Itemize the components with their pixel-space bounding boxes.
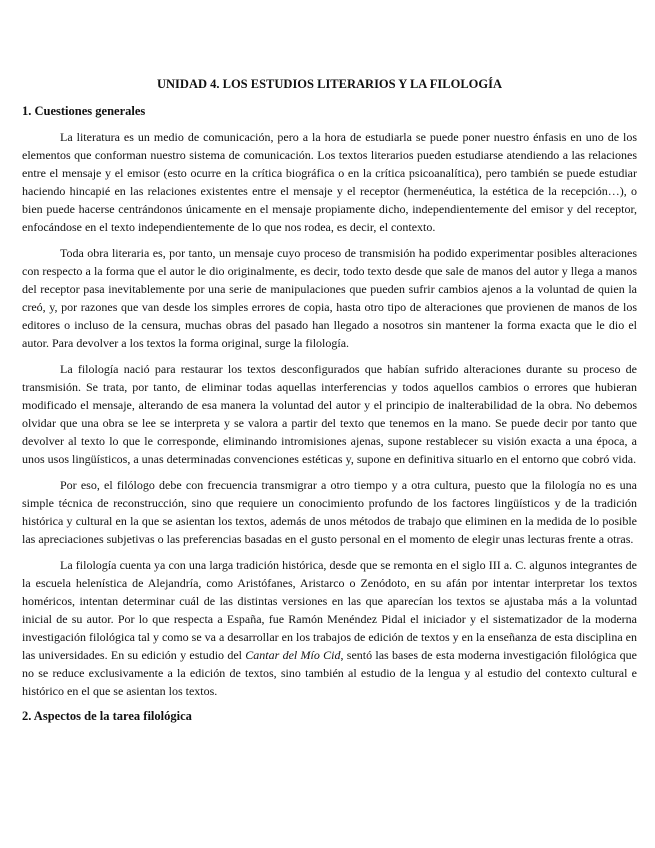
paragraph-5-text-end: , sentó las bases de esta moderna investigación filológica que no se reduce exclusivamente a la edición de textos, sino también al estudio de la lengua y al estudio del contexto cultural e histórico en el que se asientan los textos. — [22, 648, 637, 698]
section-heading-2: 2. Aspectos de la tarea filológica — [22, 709, 192, 723]
paragraph-3: La filología nació para restaurar los textos desconfigurados que habían sufrido alteraciones durante su proceso de transmisión. Se trata, por tanto, de eliminar todas aquellas interferencias y todos aquellos cambios o errores que hubieran modificado el mensaje, alterando de esa manera la voluntad del autor y el principio de inalterabilidad de la obra. No debemos olvidar que una obra se lee se interpreta y se valora a partir del texto que tenemos en la mano. Se puede decir por tanto que devolver al texto lo que le corresponde, eliminando intromisiones ajenas, supone restablecer su visión exacta a una época, a unos usos lingüísticos, a unas determinadas convenciones estéticas y, supone en definitiva situarlo en el entorno que cobró vida. — [22, 362, 637, 466]
document-title: UNIDAD 4. LOS ESTUDIOS LITERARIOS Y LA FILOLOGÍA — [157, 77, 502, 91]
paragraph-5-text-start: La filología cuenta ya con una larga tradición histórica, desde que se remonta en el siglo III a. C. algunos integrantes de la escuela helenística de Alejandría, como Aristófanes, Aristarco o Zenódoto, en su afán por intentar interpretar los textos homéricos, intentan determinar cuál de las distintas versiones en las que aparecían los textos se ajustaba más a la voluntad inicial de su autor. Por lo que respecta a España, fue Ramón Menéndez Pidal el iniciador y el sistematizador de la moderna investigación filológica tal y como se va a desarrollar en los trabajos de edición de textos y en la enseñanza de esta disciplina en las universidades. En su edición y estudio del — [22, 558, 637, 662]
work-title-italic: Cantar del Mío Cid — [245, 648, 341, 662]
paragraph-2: Toda obra literaria es, por tanto, un mensaje cuyo proceso de transmisión ha podido experimentar posibles alteraciones con respecto a la forma que el autor le dio originalmente, es decir, todo texto desde que sale de manos del autor y llega a manos del receptor pasa inevitablemente por una serie de manipulaciones que pueden sufrir cambios ajenos a la voluntad de quien la creó, y, por razones que van desde los simples errores de copia, hasta otro tipo de alteraciones que provienen de manos de los editores o incluso de la censura, muchas obras del pasado han llegado a nosotros sin mantener la forma exacta que le dio el autor. Para devolver a los textos la forma original, surge la filología. — [22, 246, 637, 350]
section-heading-1: 1. Cuestiones generales — [22, 104, 146, 118]
document-page — [22, 76, 637, 733]
paragraph-5 — [22, 556, 637, 700]
paragraph-1: La literatura es un medio de comunicación, pero a la hora de estudiarla se puede poner nuestro énfasis en uno de los elementos que conforman nuestro sistema de comunicación. Los textos literarios pueden estudiarse atendiendo a las relaciones entre el mensaje y el emisor (esto ocurre en la crítica biográfica o en la crítica psicoanalítica), pero también se puede estudiar haciendo hincapié en las relaciones existentes entre el mensaje y el receptor (hermenéutica, la estética de la recepción…), o bien puede hacerse centrándonos únicamente en el mensaje propiamente dicho, independientemente del emisor y del receptor, enfocándose en el texto independientemente de lo que nos rodea, es decir, el contexto. — [22, 130, 637, 234]
paragraph-4: Por eso, el filólogo debe con frecuencia transmigrar a otro tiempo y a otra cultura, puesto que la filología no es una simple técnica de reconstrucción, sino que requiere un conocimiento profundo de los factores lingüísticos y de la tradición histórica y cultural en la que se asientan los textos, además de unos métodos de trabajo que eliminen en la medida de lo posible las apreciaciones subjetivas o las preferencias basadas en el gusto personal en el momento de elegir unas lecturas frente a otras. — [22, 478, 637, 546]
